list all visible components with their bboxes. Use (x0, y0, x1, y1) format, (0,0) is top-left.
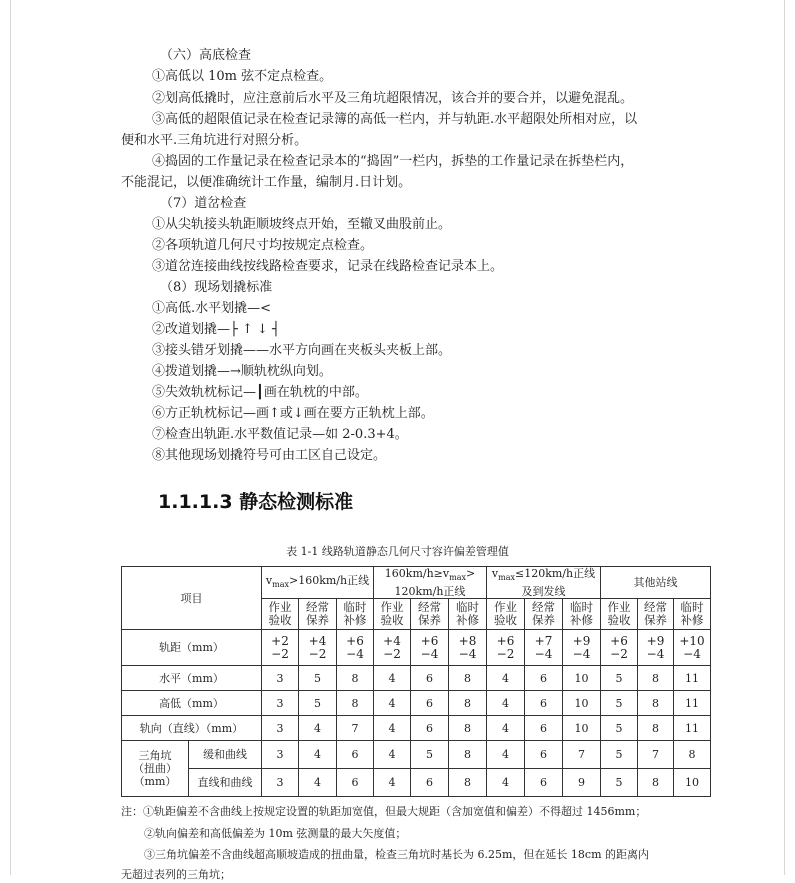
subcolumn-header: 作业 验收 (601, 599, 638, 630)
table-cell: 4 (487, 741, 525, 769)
note-line: 无超过表列的三角坑； (121, 868, 231, 881)
row-label: 高低（mm） (122, 691, 262, 716)
paragraph-line: ③高低的超限值记录在检查记录簿的高低一栏内，并与轨距.水平超限处所相对应，以 (152, 112, 638, 127)
table-cell: 4 (374, 666, 411, 691)
table-cell: 4 (487, 666, 525, 691)
subcolumn-header: 经常 保养 (411, 599, 449, 630)
table-cell: 8 (449, 769, 487, 797)
paragraph-line: （7）道岔检查 (160, 196, 247, 211)
table-cell: 6 (411, 691, 449, 716)
subcolumn-header: 作业 验收 (262, 599, 299, 630)
paragraph-line: 不能混记，以便准确统计工作量，编制月.日计划。 (121, 175, 412, 190)
table-cell: 8 (638, 769, 674, 797)
gauge-cell: +9 −4 (638, 630, 674, 666)
gauge-cell: +2 −2 (262, 630, 299, 666)
table-cell: 4 (299, 741, 337, 769)
table-cell: 8 (337, 691, 374, 716)
section-heading: 1.1.1.3 静态检测标准 (158, 491, 354, 513)
table-cell: 5 (601, 691, 638, 716)
paragraph-line: ③道岔连接曲线按线路检查要求，记录在线路检查记录本上。 (152, 259, 504, 274)
group-header: $160km/h\ge v_{max}>$ 120km/h正线 (374, 567, 487, 599)
group-header: 其他站线 (601, 567, 711, 599)
page-right-edge (784, 0, 785, 875)
paragraph-line: （六）高底检查 (160, 48, 252, 63)
table-cell: 5 (299, 691, 337, 716)
table-cell: 4 (299, 716, 337, 741)
table-cell: 3 (262, 741, 299, 769)
gauge-cell: +4 −2 (374, 630, 411, 666)
subcolumn-header: 临时 补修 (337, 599, 374, 630)
paragraph-line: ③接头错牙划撬——水平方向画在夹板头夹板上部。 (152, 343, 452, 358)
table-cell: 5 (299, 666, 337, 691)
gauge-cell: +6 −4 (337, 630, 374, 666)
table-cell: 8 (638, 716, 674, 741)
table-cell: 4 (487, 691, 525, 716)
row-label: 轨距（mm） (122, 630, 262, 666)
table-cell: 4 (374, 741, 411, 769)
table-row (122, 741, 711, 769)
subcolumn-header: 经常 保养 (299, 599, 337, 630)
subcolumn-header: 作业 验收 (487, 599, 525, 630)
table-cell: 11 (674, 691, 711, 716)
note-line: ②轨向偏差和高低偏差为 10m 弦测量的最大矢度值； (144, 827, 407, 840)
table-cell: 5 (411, 741, 449, 769)
table-cell: 10 (674, 769, 711, 797)
table-cell: 3 (262, 691, 299, 716)
table-cell: 6 (525, 691, 563, 716)
table-cell: 6 (411, 666, 449, 691)
row-label: 水平（mm） (122, 666, 262, 691)
table-cell: 9 (563, 769, 601, 797)
subcolumn-header: 临时 补修 (563, 599, 601, 630)
paragraph-line: ⑧其他现场划撬符号可由工区自己设定。 (152, 448, 387, 463)
paragraph-line: ②划高低撬时，应注意前后水平及三角坑超限情况，该合并的要合并，以避免混乱。 (152, 91, 634, 106)
table-cell: 6 (525, 716, 563, 741)
paragraph-line: ①高低以 10m 弦不定点检查。 (152, 69, 333, 84)
table-cell: 4 (487, 769, 525, 797)
table-cell: 6 (411, 716, 449, 741)
row-label: 轨向（直线）（mm） (122, 716, 262, 741)
table-cell: 4 (374, 716, 411, 741)
table-cell: 6 (337, 741, 374, 769)
table-cell: 8 (674, 741, 711, 769)
group-header: $v_{max}>160km/h$正线 (262, 567, 374, 599)
paragraph-line: （8）现场划撬标准 (160, 280, 273, 295)
group-header: $v_{max}\le 120km/h$正线 及到发线 (487, 567, 601, 599)
table-cell: 3 (262, 769, 299, 797)
paragraph-line: ①高低.水平划撬—< (152, 301, 272, 316)
gauge-cell: +4 −2 (299, 630, 337, 666)
subcolumn-header: 经常 保养 (638, 599, 674, 630)
table-cell: 8 (449, 666, 487, 691)
subcolumn-header: 临时 补修 (449, 599, 487, 630)
table-cell: 5 (601, 666, 638, 691)
paragraph-line: ①从尖轨接头轨距顺坡终点开始，至辙叉曲股前止。 (152, 217, 452, 232)
page-left-edge (10, 0, 11, 875)
table-cell: 6 (525, 769, 563, 797)
paragraph-line: ②改道划撬—├ ↑ ↓ ┤ (152, 322, 280, 337)
twist-sublabel: 直线和曲线 (189, 769, 262, 797)
twist-sublabel: 缓和曲线 (189, 741, 262, 769)
table-cell: 4 (487, 716, 525, 741)
paragraph-line: ⑤失效轨枕标记—┃画在轨枕的中部。 (152, 385, 368, 400)
paragraph-line: ④拨道划撬—→顺轨枕纵向划。 (152, 364, 332, 379)
paragraph-line: ⑥方正轨枕标记—画↑或↓画在要方正轨枕上部。 (152, 406, 434, 421)
table-cell: 10 (563, 666, 601, 691)
gauge-cell: +7 −4 (525, 630, 563, 666)
table-cell: 4 (299, 769, 337, 797)
note-line: ③三角坑偏差不含曲线超高顺坡造成的扭曲量，检查三角坑时基长为 6.25m，但在延长 18cm 的距离内 (144, 848, 649, 861)
gauge-cell: +6 −2 (487, 630, 525, 666)
table-cell: 6 (525, 741, 563, 769)
gauge-cell: +8 −4 (449, 630, 487, 666)
paragraph-line: 便和水平.三角坑进行对照分析。 (121, 133, 308, 148)
table-cell: 4 (374, 769, 411, 797)
twist-label: 三角坑 （扭曲） （mm） (122, 741, 189, 797)
table-cell: 5 (601, 769, 638, 797)
gauge-cell: +9 −4 (563, 630, 601, 666)
table-row (122, 691, 711, 716)
gauge-cell: +6 −4 (411, 630, 449, 666)
table-cell: 4 (374, 691, 411, 716)
subcolumn-header: 临时 补修 (674, 599, 711, 630)
table-cell: 7 (563, 741, 601, 769)
gauge-cell: +10 −4 (674, 630, 711, 666)
paragraph-line: ④捣固的工作量记录在检查记录本的“捣固”一栏内，拆垫的工作量记录在拆垫栏内， (152, 154, 634, 169)
table-cell: 8 (449, 741, 487, 769)
table-cell: 5 (601, 716, 638, 741)
gauge-cell: +6 −2 (601, 630, 638, 666)
table-cell: 7 (337, 716, 374, 741)
table-row (122, 716, 711, 741)
table-cell: 11 (674, 666, 711, 691)
table-caption: 表 1-1 线路轨道静态几何尺寸容许偏差管理值 (286, 545, 509, 558)
table-cell: 6 (525, 666, 563, 691)
table-cell: 3 (262, 666, 299, 691)
paragraph-line: ②各项轨道几何尺寸均按规定点检查。 (152, 238, 374, 253)
table-cell: 11 (674, 716, 711, 741)
table-cell: 5 (601, 741, 638, 769)
item-header: 项目 (122, 567, 262, 630)
table-row (122, 666, 711, 691)
table-cell: 8 (449, 691, 487, 716)
subcolumn-header: 经常 保养 (525, 599, 563, 630)
table-cell: 10 (563, 716, 601, 741)
table-cell: 7 (638, 741, 674, 769)
table-cell: 6 (411, 769, 449, 797)
tolerance-table (121, 566, 711, 797)
table-cell: 8 (449, 716, 487, 741)
table-cell: 8 (638, 666, 674, 691)
paragraph-line: ⑦检查出轨距.水平数值记录—如 2-0.3+4。 (152, 427, 408, 442)
subcolumn-header: 作业 验收 (374, 599, 411, 630)
table-cell: 8 (638, 691, 674, 716)
table-cell: 8 (337, 666, 374, 691)
note-line: 注：①轨距偏差不含曲线上按规定设置的轨距加宽值，但最大规距（含加宽值和偏差）不得超过 1456mm； (121, 805, 647, 818)
table-cell: 6 (337, 769, 374, 797)
table-row (122, 769, 711, 797)
table-cell: 10 (563, 691, 601, 716)
table-cell: 3 (262, 716, 299, 741)
